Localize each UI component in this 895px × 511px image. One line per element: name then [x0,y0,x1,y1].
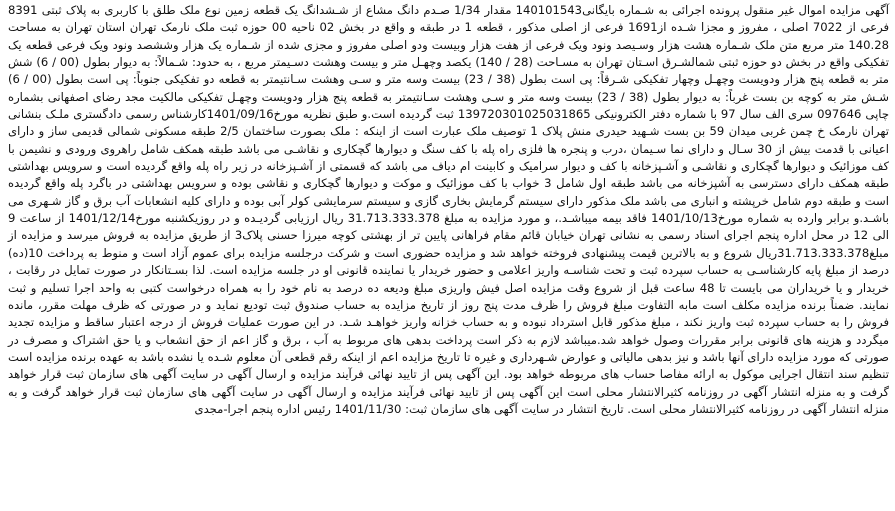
notice-body-text: آگهی مزایده اموال غیر منقول پرونده اجرائی به شـماره بایگانی140101543 مقدار 1/34 صـدم دانگ مشاع از شـشدانگ یک قطعه زمین نوع ملک طلق با کاربری به پلاک ثبتی 8391 فرعی از 7022 اصلی ، مفروز و مجزا شـده از1691 فرعی از اصلی مذکور ، قطعه 1 در طبقه و واقع در بخش 02 ناحیه 00 حوزه ثبت ملک نارمک تهران استان تهران به مساحت 140.28 متر مربع متن ملک شـماره هشت هزار وسـیصد ونود ویک فرعی از هفت هزار وبیست ودو اصلی مفروز و مجزی شده از شـماره یک هزار وششصد ونود ویک فرعی قطعه یک تفکیکی واقع در بخش دو حوزه ثبتی شمالشـرق اسـتان تهران به مسـاحت (28 / 140) یکصد وچهـل متر و بیست وهشت دسـیمتر مربع ، به حدود: شـمالاً: به دیوار بطول (00 / 6) شش متر به قطعه پنج هزار ودویست وچهـل وچهار تفکیکی شـرقاً: پی است بطول (38 / 23) بیست وسه متر و سـی وهشت سـانتیمتر به قطعه دو تفکیکی جنوباً: پی است بطول (00 / 6) شـش متر به کوچه بن بست غرباً: به دیوار بطول (38 / 23) بیست وسه متر و سـی وهشت سـانتیمتر به قطعه پنج هزار ودویست وچهـل تفکیکی مالکیت مجد رضای اصفهانی بشماره چاپی 097646 سری الف سال 97 با شماره دفتر الکترونیکی 139720301025031865 ثبت گردیده است.و طبق نظریه مورخ1401/09/16کارشناس رسمی دادگستری ملـک بنشانی تهران نارمک خ چمن غربی میدان 59 بن بست شـهید حیدری منش پلاک 1 توصیف ملک عبارت است از اینکه : ملک بصورت ساختمان 2/5 طبقه مسکونی شمالی قدیمی ساز و دارای اعیانی با قدمت بیش از 30 سـال و دارای نما سـیمان ،درب و پنجره ها فلزی راه پله با کف سنگ و دیوارها گچکاری و نقاشـی می باشد طبقه همکف شامل راهروی ورودی و نشیمن با کف موزائیک و دیوارها گچکاری و نقاشـی و آشـپزخانه با کف و دیوار سرامیک و کابینت ام دیاف می باشد که قسمتی از آشـپزخانه در زیر راه پله واقع گردیده است و سرویس بهداشتی طبقه همکف دارای دسترسی به آشپزخانه می باشد طبقه اول شامل 3 خواب با کف موزائیک و موکت و دیوارها گچکاری و نقاشی بوده و سرویس بهداشتی در باگرد پله واقع گردیده است و طبقه دوم شامل خرپشته و انباری می باشد ملک مذکور دارای سیستم گرمایش بخاری گازی و سیستم سرمایشی کولر آبی بوده و دارای کلیه انشعابات آب برق و گاز شـهری می باشـد.و برابر وارده به شماره مورخ1401/10/13 فاقد بیمه میباشـد.، و مورد مزایده به مبلغ 31.713.333.378 ریال ارزیابی گردیـده و در روزیکشنبه مورخ1401/12/14 از ساعت 9 الی 12 در محل اداره پنجم اجرای اسناد رسمی به نشانی تهران خیابان قائم مقام فراهانی پایین تر از بهشتی کوچه میرزا حسنی پلاک3 از طریق مزایده به فروش میرسد و مزایده از مبلغ31.713.333.378ریال شروع و به بالاترین قیمت پیشنهادی فروخته خواهد شد و مزایده حضوری است و شرکت درجلسه مزایده برای عموم آزاد است و منوط به پرداخت 10(ده) درصد از مبلغ پایه کارشناسـی به حساب سپرده ثبت و تحت شناسـه واریز اعلامی و حضور خریدار یا نماینده قانونی او در جلسه مزایده است. لذا بسـتانکار در صورت تمایل در رقابت ، خریدار و یا خریداران می بایست تا 48 ساعت قبل از شروع وقت مزایده اصل فیش واریزی مبلغ ودیعه ده درصد به نام خود را به همراه درخواست کتبی به واحد اجرا تسلیم و ثبت نمایند. ضمناً برنده مزایده مکلف است مابه التفاوت مبلغ فروش را ظرف مدت پنج روز از تاریخ مزایده به حساب صندوق ثبت تودیع نماید و در صورتی که ظرف مهلت مقرر، مانده فروش را به حساب سپرده ثبت واریز نکند ، مبلغ مذکور قابل استرداد نبوده و به حساب خزانه واریز خواهـد شـد. در این صورت عملیات فروش از درجه اعتبار ساقط و مزایده تجدید میگردد و هزینه های قانونی برابر مقررات وصول خواهد شد.میباشد لازم به ذکر است پرداخت بدهی های مربوط به آب ، برق و گاز اعم از حق انشعاب و یا حق اشتراک و مصرف در صورتی که مورد مزایده دارای آنها باشد و نیز بدهی مالیاتی و عوارض شـهرداری و غیره تا تاریخ مزایده اعم از اینکه رقم قطعی آن معلوم شـده یا نشده باشد به عهده برنده مزایده است تنظیم سند انتقال اجرایی موکول به ارائه مفاصا حساب های مربوطه خواهد بود. این آگهی پس از تایید نهائی فرآیند مزایده و ارسال آگهی در سایت آگهی های سازمان ثبت قرار خواهد گرفت و به منزله انتشار آگهی در روزنامه کثیرالانتشار محلی است این آگهی پس از تایید نهائی فرآیند مزایده و ارسال آگهی در سایت آگهی های سازمان ثبت قرار خواهد گرفت و به منزله انتشار آگهی در روزنامه کثیرالانتشار محلی است. تاریخ انتشار در سایت آگهی های سازمان ثبت: 1401/11/30 رئیس اداره پنجم اجرا-مجدی [8,3,890,416]
